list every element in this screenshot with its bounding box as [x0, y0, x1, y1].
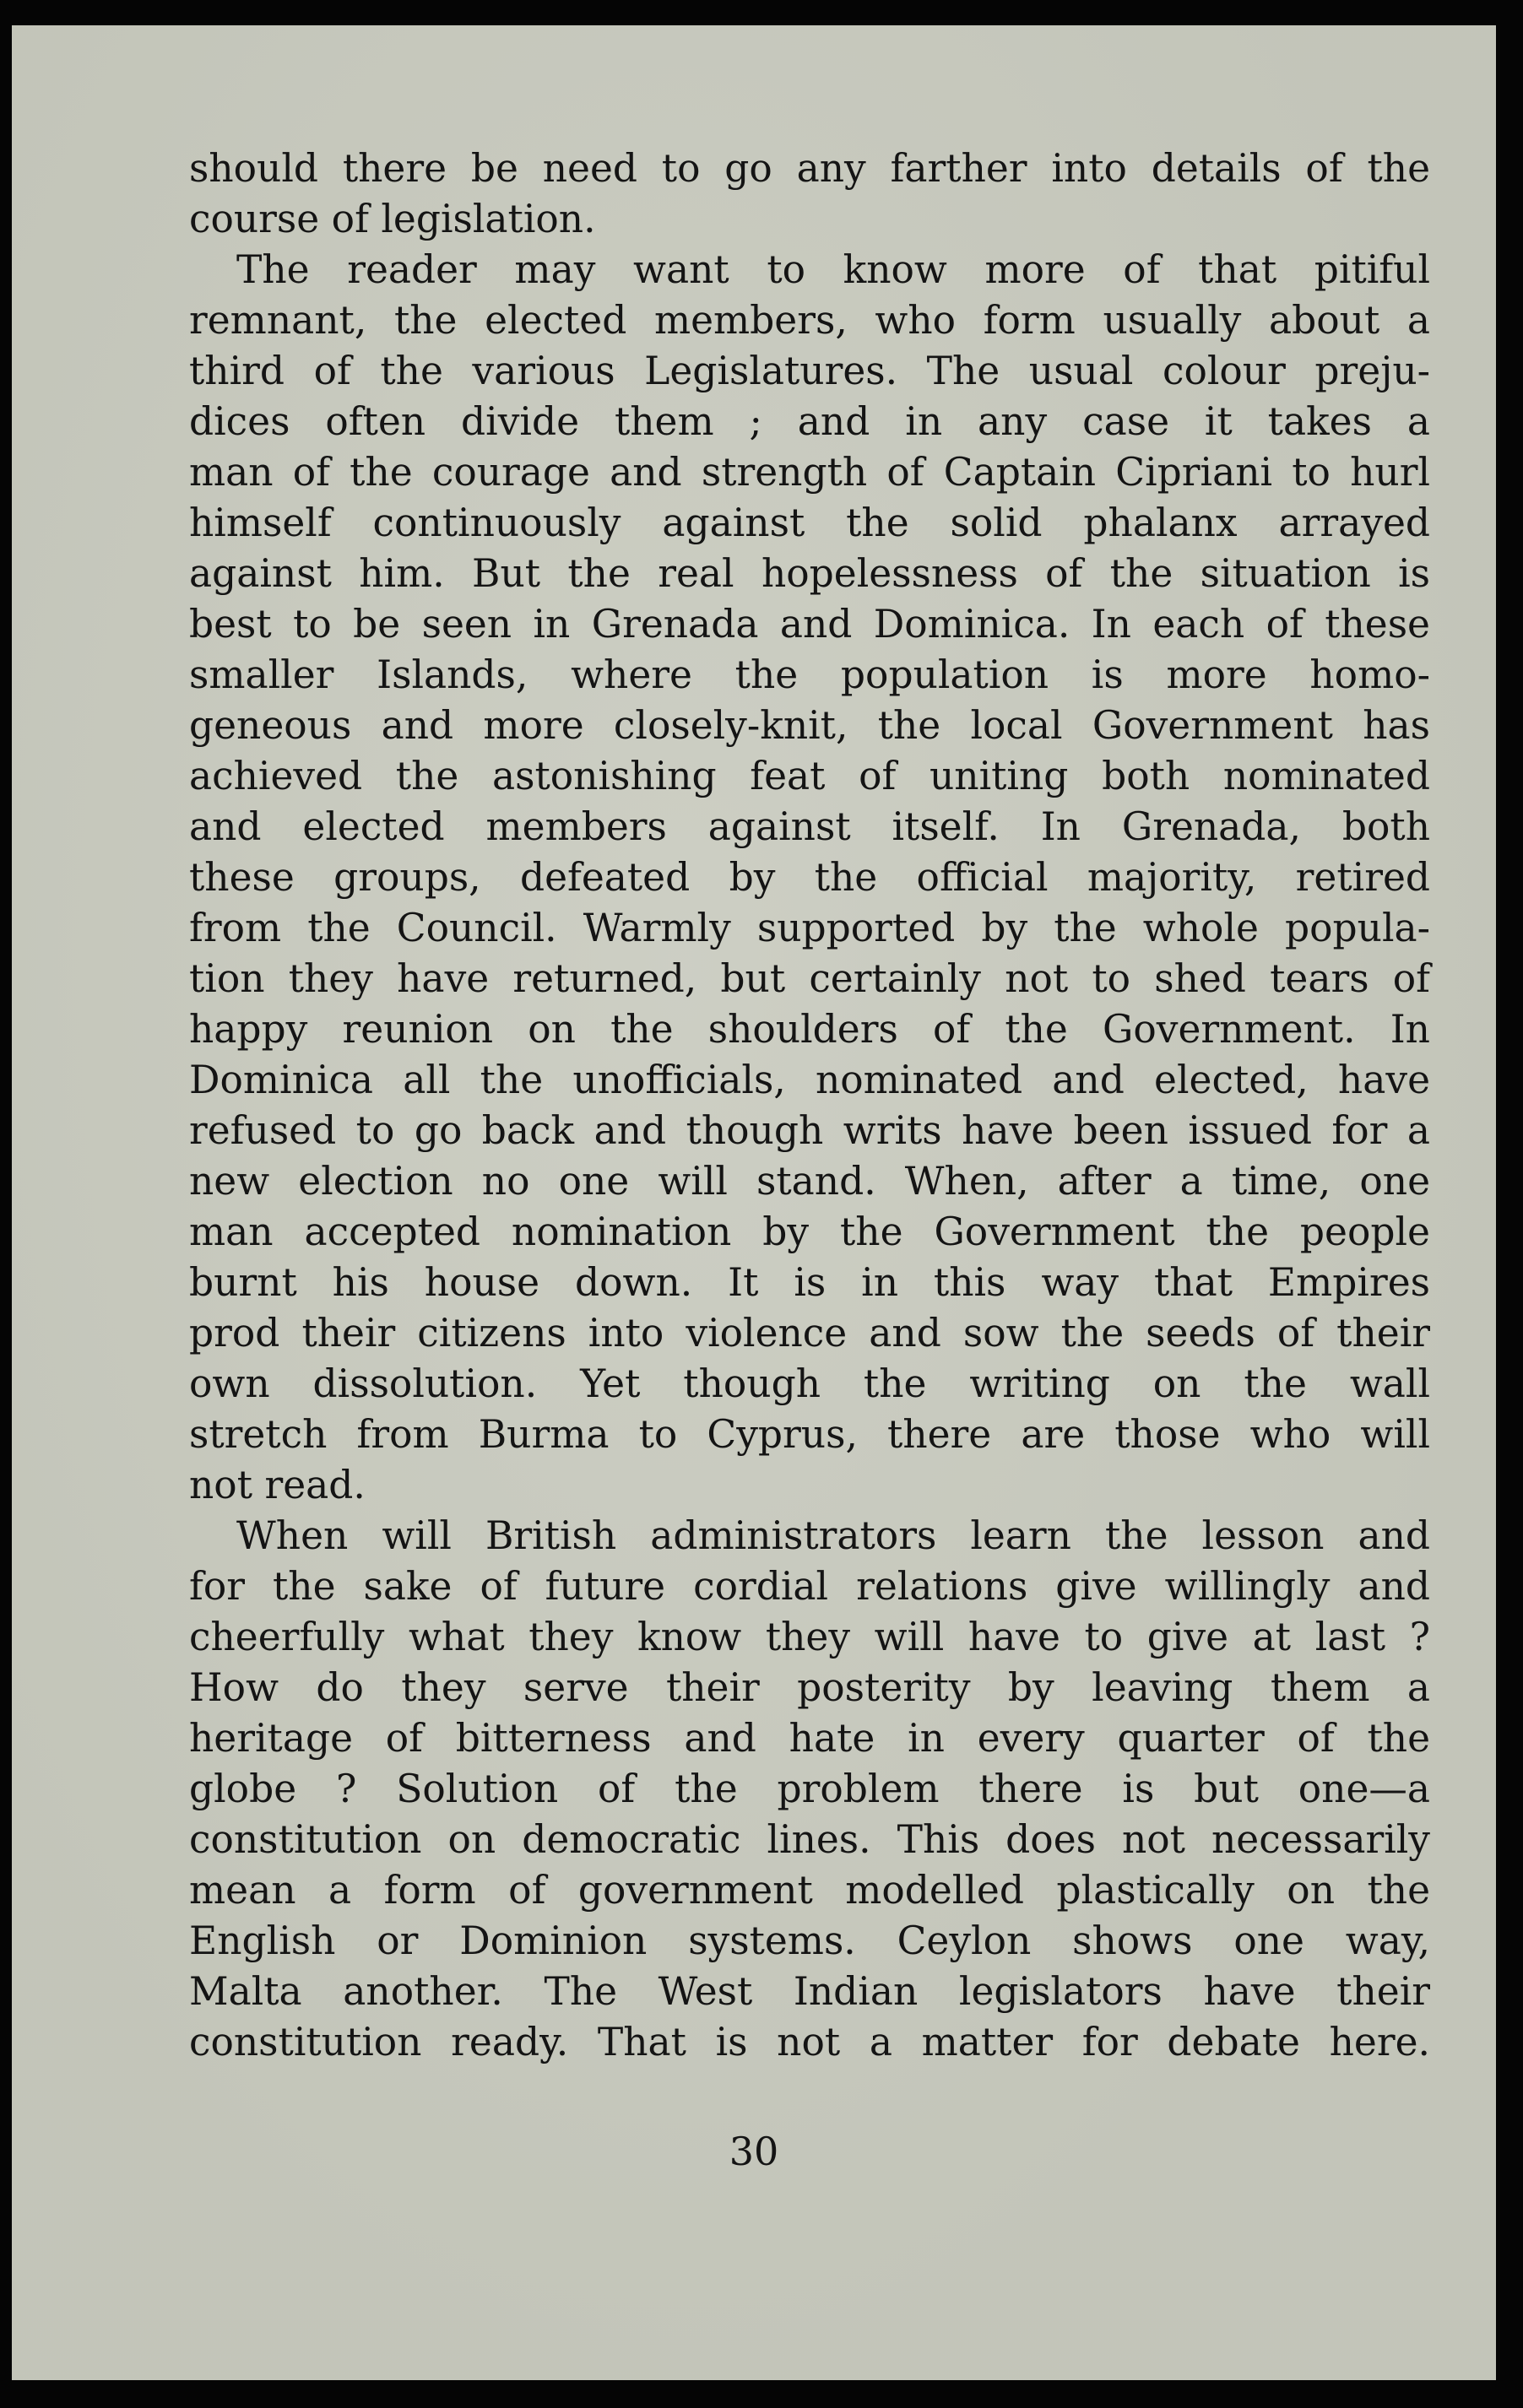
- text-line: stretch from Burma to Cyprus, there are those who will: [189, 1412, 1430, 1457]
- page-number: 30: [729, 2129, 779, 2174]
- text-line: mean a form of government modelled plastically on the: [189, 1868, 1430, 1913]
- text-line: prod their citizens into violence and sow the seeds of their: [189, 1311, 1430, 1356]
- paragraph-start-line: The reader may want to know more of that pitiful: [236, 247, 1430, 292]
- text-line: remnant, the elected members, who form usually about a: [189, 298, 1430, 343]
- text-line: and elected members against itself. In Grenada, both: [189, 804, 1430, 849]
- text-line: How do they serve their posterity by leaving them a: [189, 1665, 1430, 1710]
- text-line: tion they have returned, but certainly not to shed tears of: [189, 956, 1430, 1001]
- text-line: own dissolution. Yet though the writing on the wall: [189, 1361, 1430, 1406]
- book-page: [12, 25, 1496, 2380]
- text-line: smaller Islands, where the population is more homo-: [189, 652, 1430, 697]
- text-line: best to be seen in Grenada and Dominica. In each of these: [189, 602, 1430, 647]
- text-line: new election no one will stand. When, after a time, one: [189, 1159, 1430, 1204]
- text-line: cheerfully what they know they will have to give at last ?: [189, 1615, 1430, 1659]
- text-line: constitution on democratic lines. This does not necessarily: [189, 1817, 1430, 1862]
- text-line: English or Dominion systems. Ceylon shows one way,: [189, 1918, 1430, 1963]
- text-line: Dominica all the unofficials, nominated and elected, have: [189, 1058, 1430, 1102]
- text-line: burnt his house down. It is in this way that Empires: [189, 1260, 1430, 1305]
- text-line: constitution ready. That is not a matter for debate here.: [189, 2020, 1430, 2064]
- text-line: should there be need to go any farther into details of the: [189, 146, 1430, 191]
- body-text: [189, 143, 1430, 2068]
- text-line: heritage of bitterness and hate in every quarter of the: [189, 1716, 1430, 1761]
- text-line: course of legislation.: [189, 197, 596, 241]
- text-line: these groups, defeated by the official majority, retired: [189, 855, 1430, 900]
- text-line: achieved the astonishing feat of uniting both nominated: [189, 754, 1430, 798]
- text-line: globe ? Solution of the problem there is but one—a: [189, 1767, 1430, 1811]
- text-line: himself continuously against the solid phalanx arrayed: [189, 501, 1430, 545]
- text-line: not read.: [189, 1463, 366, 1507]
- text-line: man accepted nomination by the Government the people: [189, 1209, 1430, 1254]
- text-line: refused to go back and though writs have been issued for a: [189, 1108, 1430, 1153]
- paragraph-start-line: When will British administrators learn the lesson and: [236, 1513, 1430, 1558]
- text-line: for the sake of future cordial relations give willingly and: [189, 1564, 1430, 1609]
- text-line: happy reunion on the shoulders of the Government. In: [189, 1007, 1430, 1052]
- text-line: Malta another. The West Indian legislators have their: [189, 1969, 1430, 2014]
- text-line: third of the various Legislatures. The usual colour preju-: [189, 349, 1430, 393]
- text-line: man of the courage and strength of Captain Cipriani to hurl: [189, 450, 1430, 495]
- text-line: from the Council. Warmly supported by the whole popula-: [189, 906, 1430, 950]
- text-line: geneous and more closely-knit, the local Government has: [189, 703, 1430, 748]
- text-line: dices often divide them ; and in any case it takes a: [189, 399, 1430, 444]
- text-line: against him. But the real hopelessness of the situation is: [189, 551, 1430, 596]
